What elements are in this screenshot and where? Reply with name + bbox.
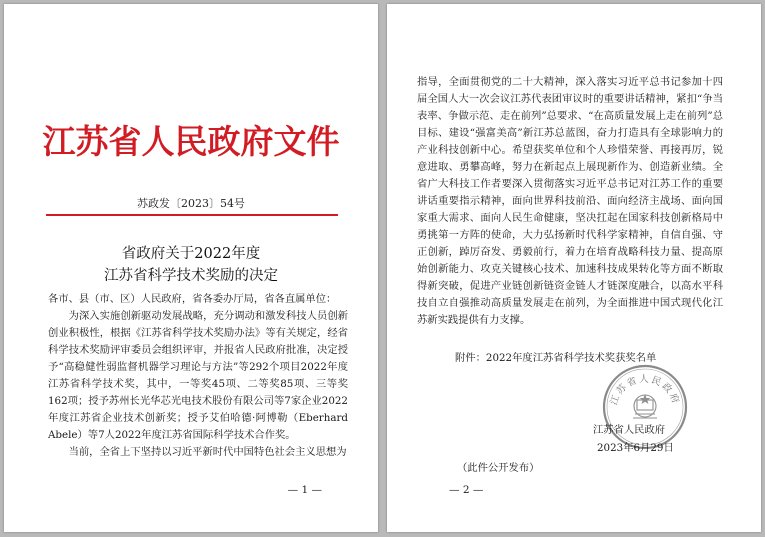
body-paragraph: 指导，全面贯彻党的二十大精神，深入落实习近平总书记参加十四届全国人大一次会议江苏代表团审议时的重要讲话精神，紧扣“争当表率、争做示范、走在前列”总要求、“在高质量发展上走在前列”总目标、建设“强富美高”新江苏总蓝图，奋力打造具有全球影响力的产业科技创新中心。希望获奖单位和个人珍惜荣誉、再接再厉，锐意进取、勇攀高峰，努力在新起点上展现新作为、创造新业绩。全省广大科技工作者要深入贯彻落实习近平总书记对江苏工作的重要讲话重要指示精神，面向世界科技前沿、面向经济主战场、面向国家重大需求、面向人民生命健康，坚决扛起在国家科技创新格局中勇挑第一方阵的使命，大力弘扬新时代科学家精神，自信自强、守正创新，踔厉奋发、勇毅前行，着力在培育战略科技力量、提高原始创新能力、攻克关键核心技术、加速科技成果转化等方面不断取得新突破，促进产业链创新链资金链人才链深度融合，以高水平科技自立自强推动高质量发展走在前列，为全面推进中国式现代化江苏新实践提供有力支撑。 (417, 76, 723, 326)
issuer-signature: 江苏省人民政府 (593, 424, 666, 436)
official-seal-icon (602, 364, 688, 450)
body-paragraph: 为深入实施创新驱动发展战略，充分调动和激发科技人员创新创业积极性，根据《江苏省科学技术奖励办法》等有关规定，经省科学技术奖励评审委员会组织评审，并报省人民政府批准，决定授予“高稳健性弱监督机器学习理论与方法”等292个项目2022年度江苏省科学技术奖，其中，一等奖45项、二等奖85项、三等奖162项；授予苏州长光华芯光电技术股份有限公司等7家企业2022年度江苏省企业技术创新奖；授予艾伯哈德·阿博勒（Eberhard Abele）等7人2022年度江苏省国际科学技术合作奖。 (48, 310, 348, 441)
page-2-body (417, 74, 723, 329)
attachment-note: 附件：2022年度江苏省科学技术奖获奖名单 (455, 352, 657, 364)
svg-text:江苏省人民政府: 江苏省人民政府 (608, 373, 682, 407)
document-title-line-2: 江苏省科学技术奖励的决定 (104, 268, 278, 284)
page-1-body (48, 291, 348, 461)
page-number: — 1 — (287, 484, 322, 496)
red-divider-line (46, 214, 338, 216)
document-number: 苏政发〔2023〕54号 (137, 197, 245, 210)
document-header-title: 江苏省人民政府文件 (42, 122, 340, 161)
body-paragraph: 当前，全省上下坚持以习近平新时代中国特色社会主义思想为 (68, 446, 347, 458)
page-number: — 2 — (449, 484, 484, 496)
issue-date: 2023年6月29日 (597, 442, 674, 454)
salutation: 各市、县（市、区）人民政府，省各委办厅局，省各直属单位： (48, 293, 337, 305)
document-page-1 (4, 4, 378, 532)
publish-note: （此件公开发布） (457, 462, 540, 474)
document-title-line-1: 省政府关于2022年度 (121, 246, 261, 262)
document-page-2 (387, 4, 761, 532)
